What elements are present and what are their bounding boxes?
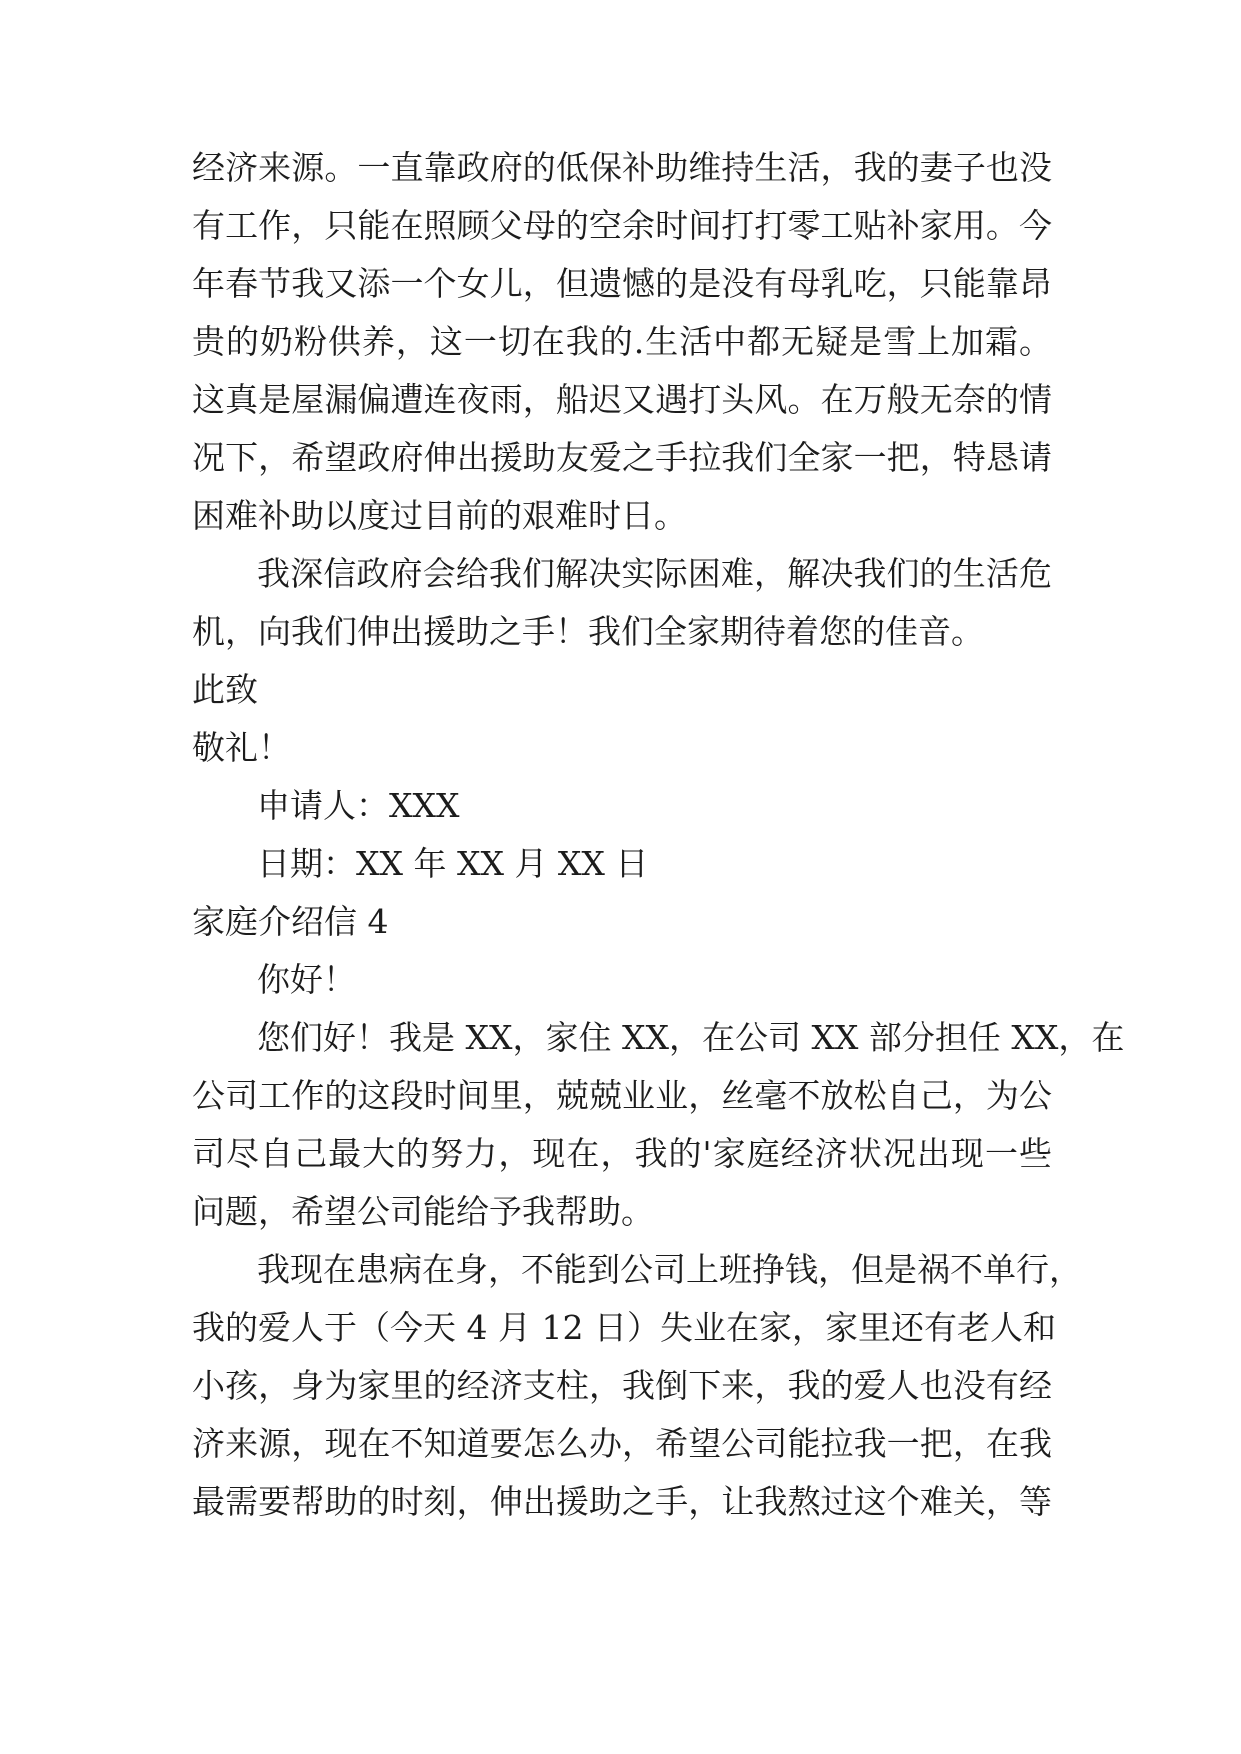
salutation-line: 敬礼！ — [192, 728, 291, 767]
section-title: 家庭介绍信 4 — [192, 902, 389, 941]
body-text-line: 济来源，现在不知道要怎么办，希望公司能拉我一把，在我 — [192, 1424, 1052, 1463]
body-text-line: 我深信政府会给我们解决实际困难，解决我们的生活危 — [257, 554, 1052, 593]
body-text-line: 最需要帮助的时刻，伸出援助之手，让我熬过这个难关，等 — [192, 1482, 1052, 1521]
body-text-line: 您们好！我是 XX，家住 XX，在公司 XX 部分担任 XX，在 — [257, 1018, 1125, 1057]
body-text-line: 司尽自己最大的努力，现在，我的'家庭经济状况出现一些 — [192, 1134, 1052, 1173]
body-text-line: 我的爱人于（今天 4 月 12 日）失业在家，家里还有老人和 — [192, 1308, 1056, 1347]
applicant-line: 申请人：XXX — [257, 786, 460, 825]
body-text-line: 问题，希望公司能给予我帮助。 — [192, 1192, 654, 1231]
body-text-line: 贵的奶粉供养，这一切在我的.生活中都无疑是雪上加霜。 — [192, 322, 1052, 361]
body-text-line: 这真是屋漏偏遭连夜雨，船迟又遇打头风。在万般无奈的情 — [192, 380, 1052, 419]
body-text-line: 困难补助以度过目前的艰难时日。 — [192, 496, 687, 535]
body-text-line: 有工作，只能在照顾父母的空余时间打打零工贴补家用。今 — [192, 206, 1052, 245]
body-text-line: 机，向我们伸出援助之手！我们全家期待着您的佳音。 — [192, 612, 984, 651]
body-text-line: 小孩，身为家里的经济支柱，我倒下来，我的爱人也没有经 — [192, 1366, 1052, 1405]
body-text-line: 年春节我又添一个女儿，但遗憾的是没有母乳吃，只能靠昂 — [192, 264, 1052, 303]
body-text-line: 经济来源。一直靠政府的低保补助维持生活，我的妻子也没 — [192, 148, 1052, 187]
closing-line: 此致 — [192, 670, 258, 709]
body-text-line: 公司工作的这段时间里，兢兢业业，丝毫不放松自己，为公 — [192, 1076, 1052, 1115]
greeting-line: 你好！ — [257, 960, 356, 999]
date-line: 日期：XX 年 XX 月 XX 日 — [257, 844, 649, 883]
body-text-line: 况下，希望政府伸出援助友爱之手拉我们全家一把，特恳请 — [192, 438, 1052, 477]
body-text-line: 我现在患病在身，不能到公司上班挣钱，但是祸不单行， — [257, 1250, 1082, 1289]
